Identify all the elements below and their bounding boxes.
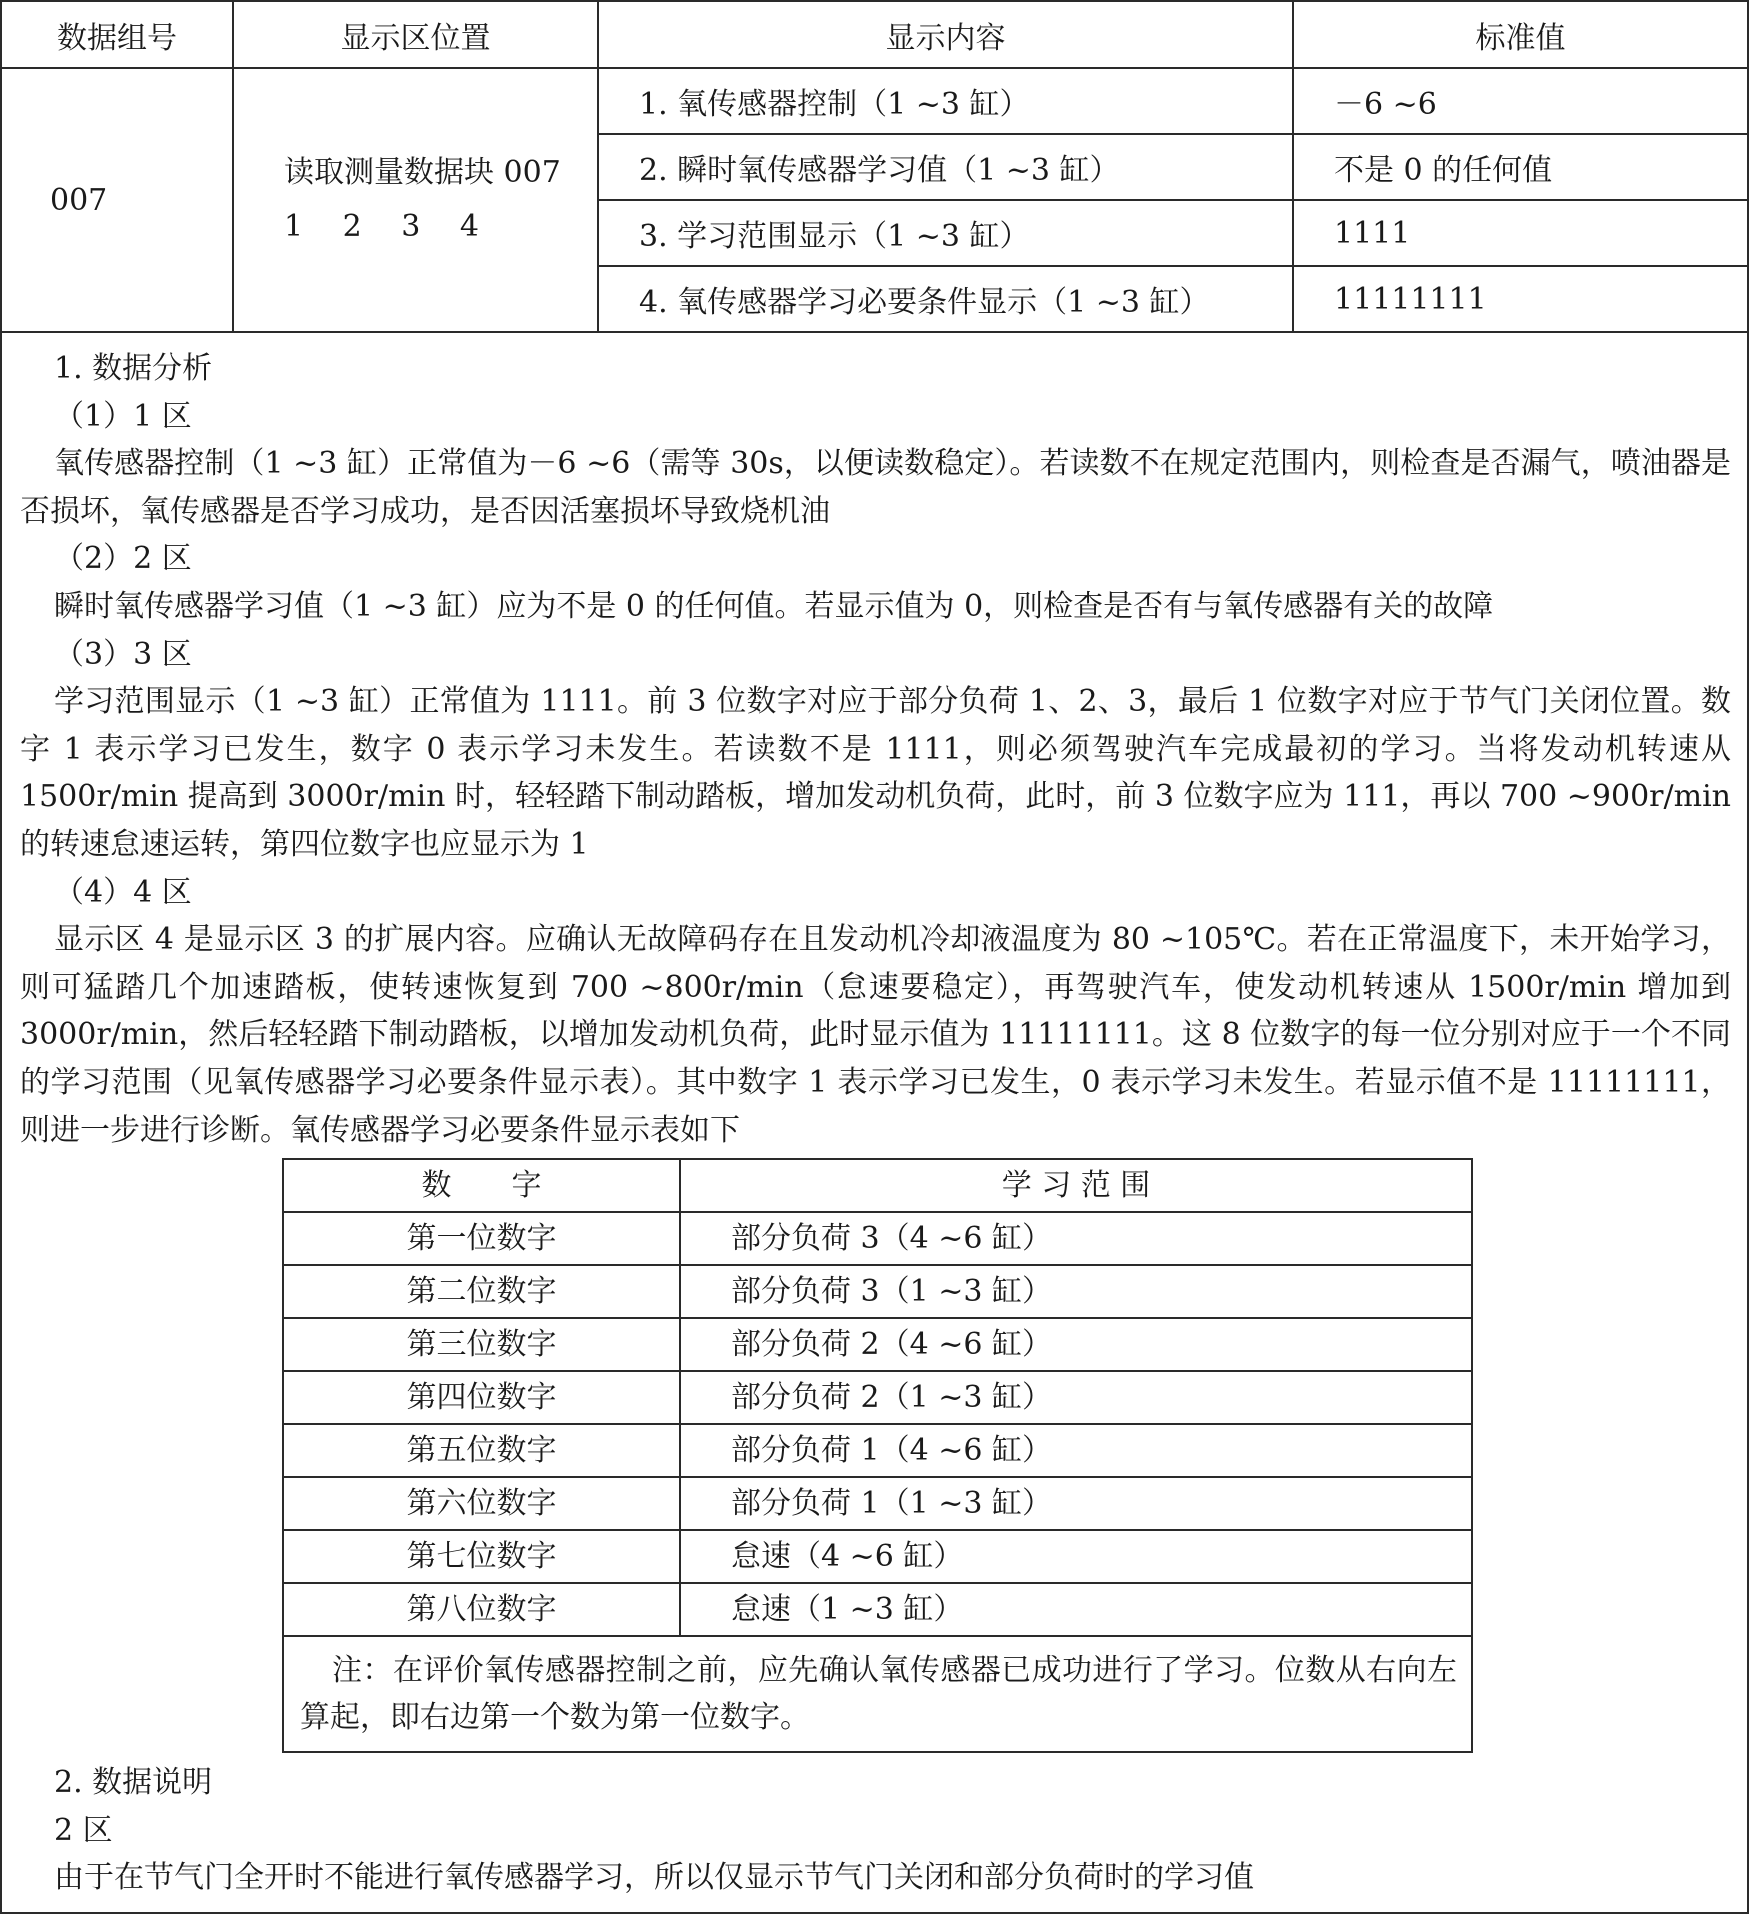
zone4-text: 显示区 4 是显示区 3 的扩展内容。应确认无故障码存在且发动机冷却液温度为 80 ~105℃。若在正常温度下，未开始学习，则可猛踏几个加速踏板，使转速恢复到 700 ~800r/min（怠速要稳定），再驾驶汽车，使发动机转速从 1500r/min 增加到 3000r/min，然后轻轻踏下制动踏板，以增加发动机负荷，此时显示值为 11111111。这 8 位数字的每一位分别对应于一个不同的学习范围（见氧传感器学习必要条件显示表）。其中数字 1 表示学习已发生，0 表示学习未发生。若显示值不是 11111111，则进一步进行诊断。氧传感器学习必要条件显示表如下 <box>20 922 1731 1148</box>
table-row <box>283 1530 1472 1583</box>
content-cell: 2. 瞬时氧传感器学习值（1 ~3 缸） <box>598 134 1293 200</box>
digit-cell: 第三位数字 <box>283 1318 680 1371</box>
analysis-row <box>1 332 1748 1913</box>
digit-cell: 第一位数字 <box>283 1212 680 1265</box>
display-position <box>233 68 598 332</box>
range-cell: 部分负荷 3（4 ~6 缸） <box>680 1212 1472 1265</box>
digit-cell: 第八位数字 <box>283 1583 680 1636</box>
explanation-text: 由于在节气门全开时不能进行氧传感器学习，所以仅显示节气门关闭和部分负荷时的学习值 <box>54 1860 1254 1896</box>
explanation-title: 2. 数据说明 <box>54 1765 213 1801</box>
range-cell: 部分负荷 1（4 ~6 缸） <box>680 1424 1472 1477</box>
explanation-zone-title: 2 区 <box>54 1812 113 1848</box>
digit-table-note-row <box>283 1636 1472 1752</box>
standard-cell: 不是 0 的任何值 <box>1293 134 1748 200</box>
digit-cell: 第二位数字 <box>283 1265 680 1318</box>
zone1-title: （1）1 区 <box>54 398 192 434</box>
range-cell: 部分负荷 3（1 ~3 缸） <box>680 1265 1472 1318</box>
header-standard: 标准值 <box>1293 1 1748 68</box>
content-cell: 4. 氧传感器学习必要条件显示（1 ~3 缸） <box>598 266 1293 332</box>
table-row <box>283 1583 1472 1636</box>
header-group: 数据组号 <box>1 1 233 68</box>
range-cell: 部分负荷 2（4 ~6 缸） <box>680 1318 1472 1371</box>
zone2-text: 瞬时氧传感器学习值（1 ~3 缸）应为不是 0 的任何值。若显示值为 0，则检查是否有与氧传感器有关的故障 <box>54 588 1494 624</box>
digit-table-header <box>283 1159 1472 1212</box>
zone4-title: （4）4 区 <box>54 874 192 910</box>
standard-cell: 11111111 <box>1293 266 1748 332</box>
digit-cell: 第五位数字 <box>283 1424 680 1477</box>
position-line-2: 1 2 3 4 <box>284 209 479 244</box>
content-cell: 1. 氧传感器控制（1 ~3 缸） <box>598 68 1293 134</box>
digit-cell: 第七位数字 <box>283 1530 680 1583</box>
zone3-text: 学习范围显示（1 ~3 缸）正常值为 1111。前 3 位数字对应于部分负荷 1、2、3，最后 1 位数字对应于节气门关闭位置。数字 1 表示学习已发生，数字 0 表示学习未发生。若读数不是 1111，则必须驾驶汽车完成最初的学习。当将发动机转速从 1500r/min 提高到 3000r/min 时，轻轻踏下制动踏板，增加发动机负荷，此时，前 3 位数字应为 111，再以 700 ~900r/min 的转速怠速运转，第四位数字也应显示为 1 <box>20 684 1731 862</box>
header-content: 显示内容 <box>598 1 1293 68</box>
zone2-title: （2）2 区 <box>54 541 192 577</box>
standard-cell: －6 ~6 <box>1293 68 1748 134</box>
digit-header: 数 字 <box>283 1159 680 1212</box>
table-row <box>283 1371 1472 1424</box>
table-header-row <box>1 1 1748 68</box>
range-cell: 部分负荷 1（1 ~3 缸） <box>680 1477 1472 1530</box>
range-cell: 怠速（4 ~6 缸） <box>680 1530 1472 1583</box>
analysis-title: 1. 数据分析 <box>54 351 213 386</box>
content-cell: 3. 学习范围显示（1 ~3 缸） <box>598 200 1293 266</box>
digit-cell: 第四位数字 <box>283 1371 680 1424</box>
table-row <box>283 1477 1472 1530</box>
analysis-cell <box>1 332 1748 1913</box>
digit-cell: 第六位数字 <box>283 1477 680 1530</box>
range-header: 学 习 范 围 <box>680 1159 1472 1212</box>
standard-cell: 1111 <box>1293 200 1748 266</box>
group-number: 007 <box>1 68 233 332</box>
zone3-title: （3）3 区 <box>54 636 192 672</box>
digit-learning-table <box>282 1158 1473 1753</box>
digit-table-note: 注：在评价氧传感器控制之前，应先确认氧传感器已成功进行了学习。位数从右向左算起，即右边第一个数为第一位数字。 <box>283 1636 1472 1752</box>
table-row <box>283 1318 1472 1371</box>
header-position: 显示区位置 <box>233 1 598 68</box>
table-row <box>283 1265 1472 1318</box>
position-line-1: 读取测量数据块 007 <box>284 155 561 190</box>
table-row <box>1 68 1748 134</box>
table-row <box>283 1424 1472 1477</box>
table-row <box>283 1212 1472 1265</box>
range-cell: 怠速（1 ~3 缸） <box>680 1583 1472 1636</box>
range-cell: 部分负荷 2（1 ~3 缸） <box>680 1371 1472 1424</box>
zone1-text: 氧传感器控制（1 ~3 缸）正常值为－6 ~6（需等 30s，以便读数稳定）。若读数不在规定范围内，则检查是否漏气，喷油器是否损坏，氧传感器是否学习成功，是否因活塞损坏导致烧机油 <box>20 446 1731 529</box>
